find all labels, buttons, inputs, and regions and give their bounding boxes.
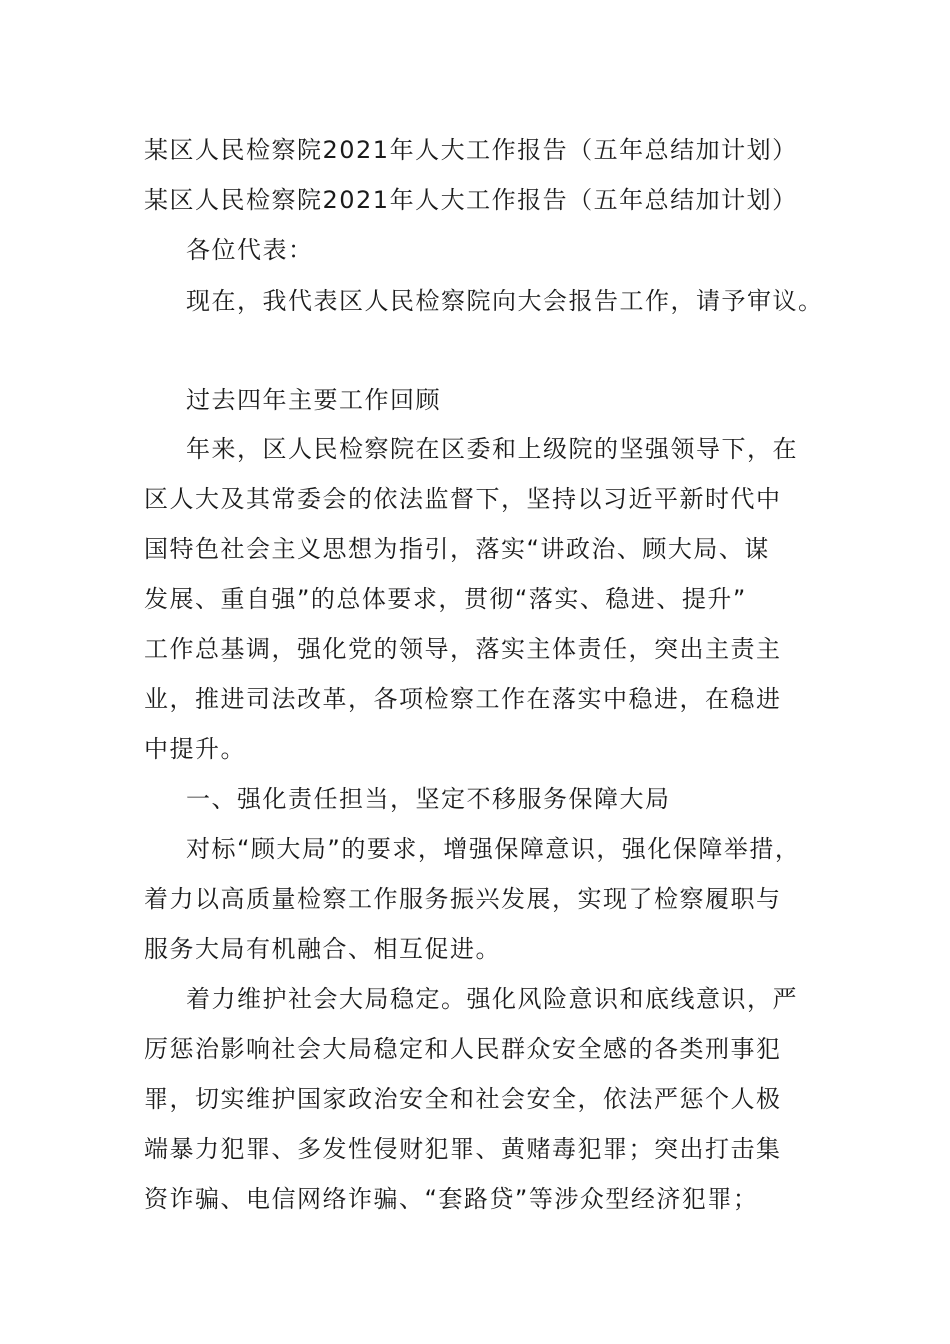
paragraph-line: 罪，切实维护国家政治安全和社会安全，依法严惩个人极 <box>144 1085 782 1113</box>
paragraph-line: 资诈骗、电信网络诈骗、“套路贷”等涉众型经济犯罪； <box>144 1185 759 1213</box>
document-title: 某区人民检察院2021年人大工作报告（五年总结加计划） <box>144 136 798 164</box>
paragraph-line: 中提升。 <box>144 735 246 763</box>
opening-sentence: 现在，我代表区人民检察院向大会报告工作，请予审议。 <box>186 287 824 315</box>
part-one-heading: 一、强化责任担当，坚定不移服务保障大局 <box>186 785 671 813</box>
paragraph-line: 业，推进司法改革，各项检察工作在落实中稳进，在稳进 <box>144 685 782 713</box>
paragraph-line: 区人大及其常委会的依法监督下，坚持以习近平新时代中 <box>144 485 782 513</box>
paragraph-line: 国特色社会主义思想为指引，落实“讲政治、顾大局、谋 <box>144 535 770 563</box>
paragraph-line: 年来，区人民检察院在区委和上级院的坚强领导下，在 <box>186 435 798 463</box>
paragraph-line: 着力维护社会大局稳定。强化风险意识和底线意识，严 <box>186 985 798 1013</box>
paragraph-line: 服务大局有机融合、相互促进。 <box>144 935 501 963</box>
document-title-repeat: 某区人民检察院2021年人大工作报告（五年总结加计划） <box>144 186 798 214</box>
paragraph-line: 对标“顾大局”的要求，增强保障意识，强化保障举措， <box>186 835 801 863</box>
paragraph-line: 端暴力犯罪、多发性侵财犯罪、黄赌毒犯罪；突出打击集 <box>144 1135 782 1163</box>
paragraph-line: 工作总基调，强化党的领导，落实主体责任，突出主责主 <box>144 635 782 663</box>
paragraph-line: 厉惩治影响社会大局稳定和人民群众安全感的各类刑事犯 <box>144 1035 782 1063</box>
paragraph-line: 着力以高质量检察工作服务振兴发展，实现了检察履职与 <box>144 885 782 913</box>
section-heading: 过去四年主要工作回顾 <box>186 386 441 414</box>
salutation: 各位代表： <box>186 236 314 264</box>
paragraph-line: 发展、重自强”的总体要求，贯彻“落实、稳进、提升” <box>144 585 747 613</box>
